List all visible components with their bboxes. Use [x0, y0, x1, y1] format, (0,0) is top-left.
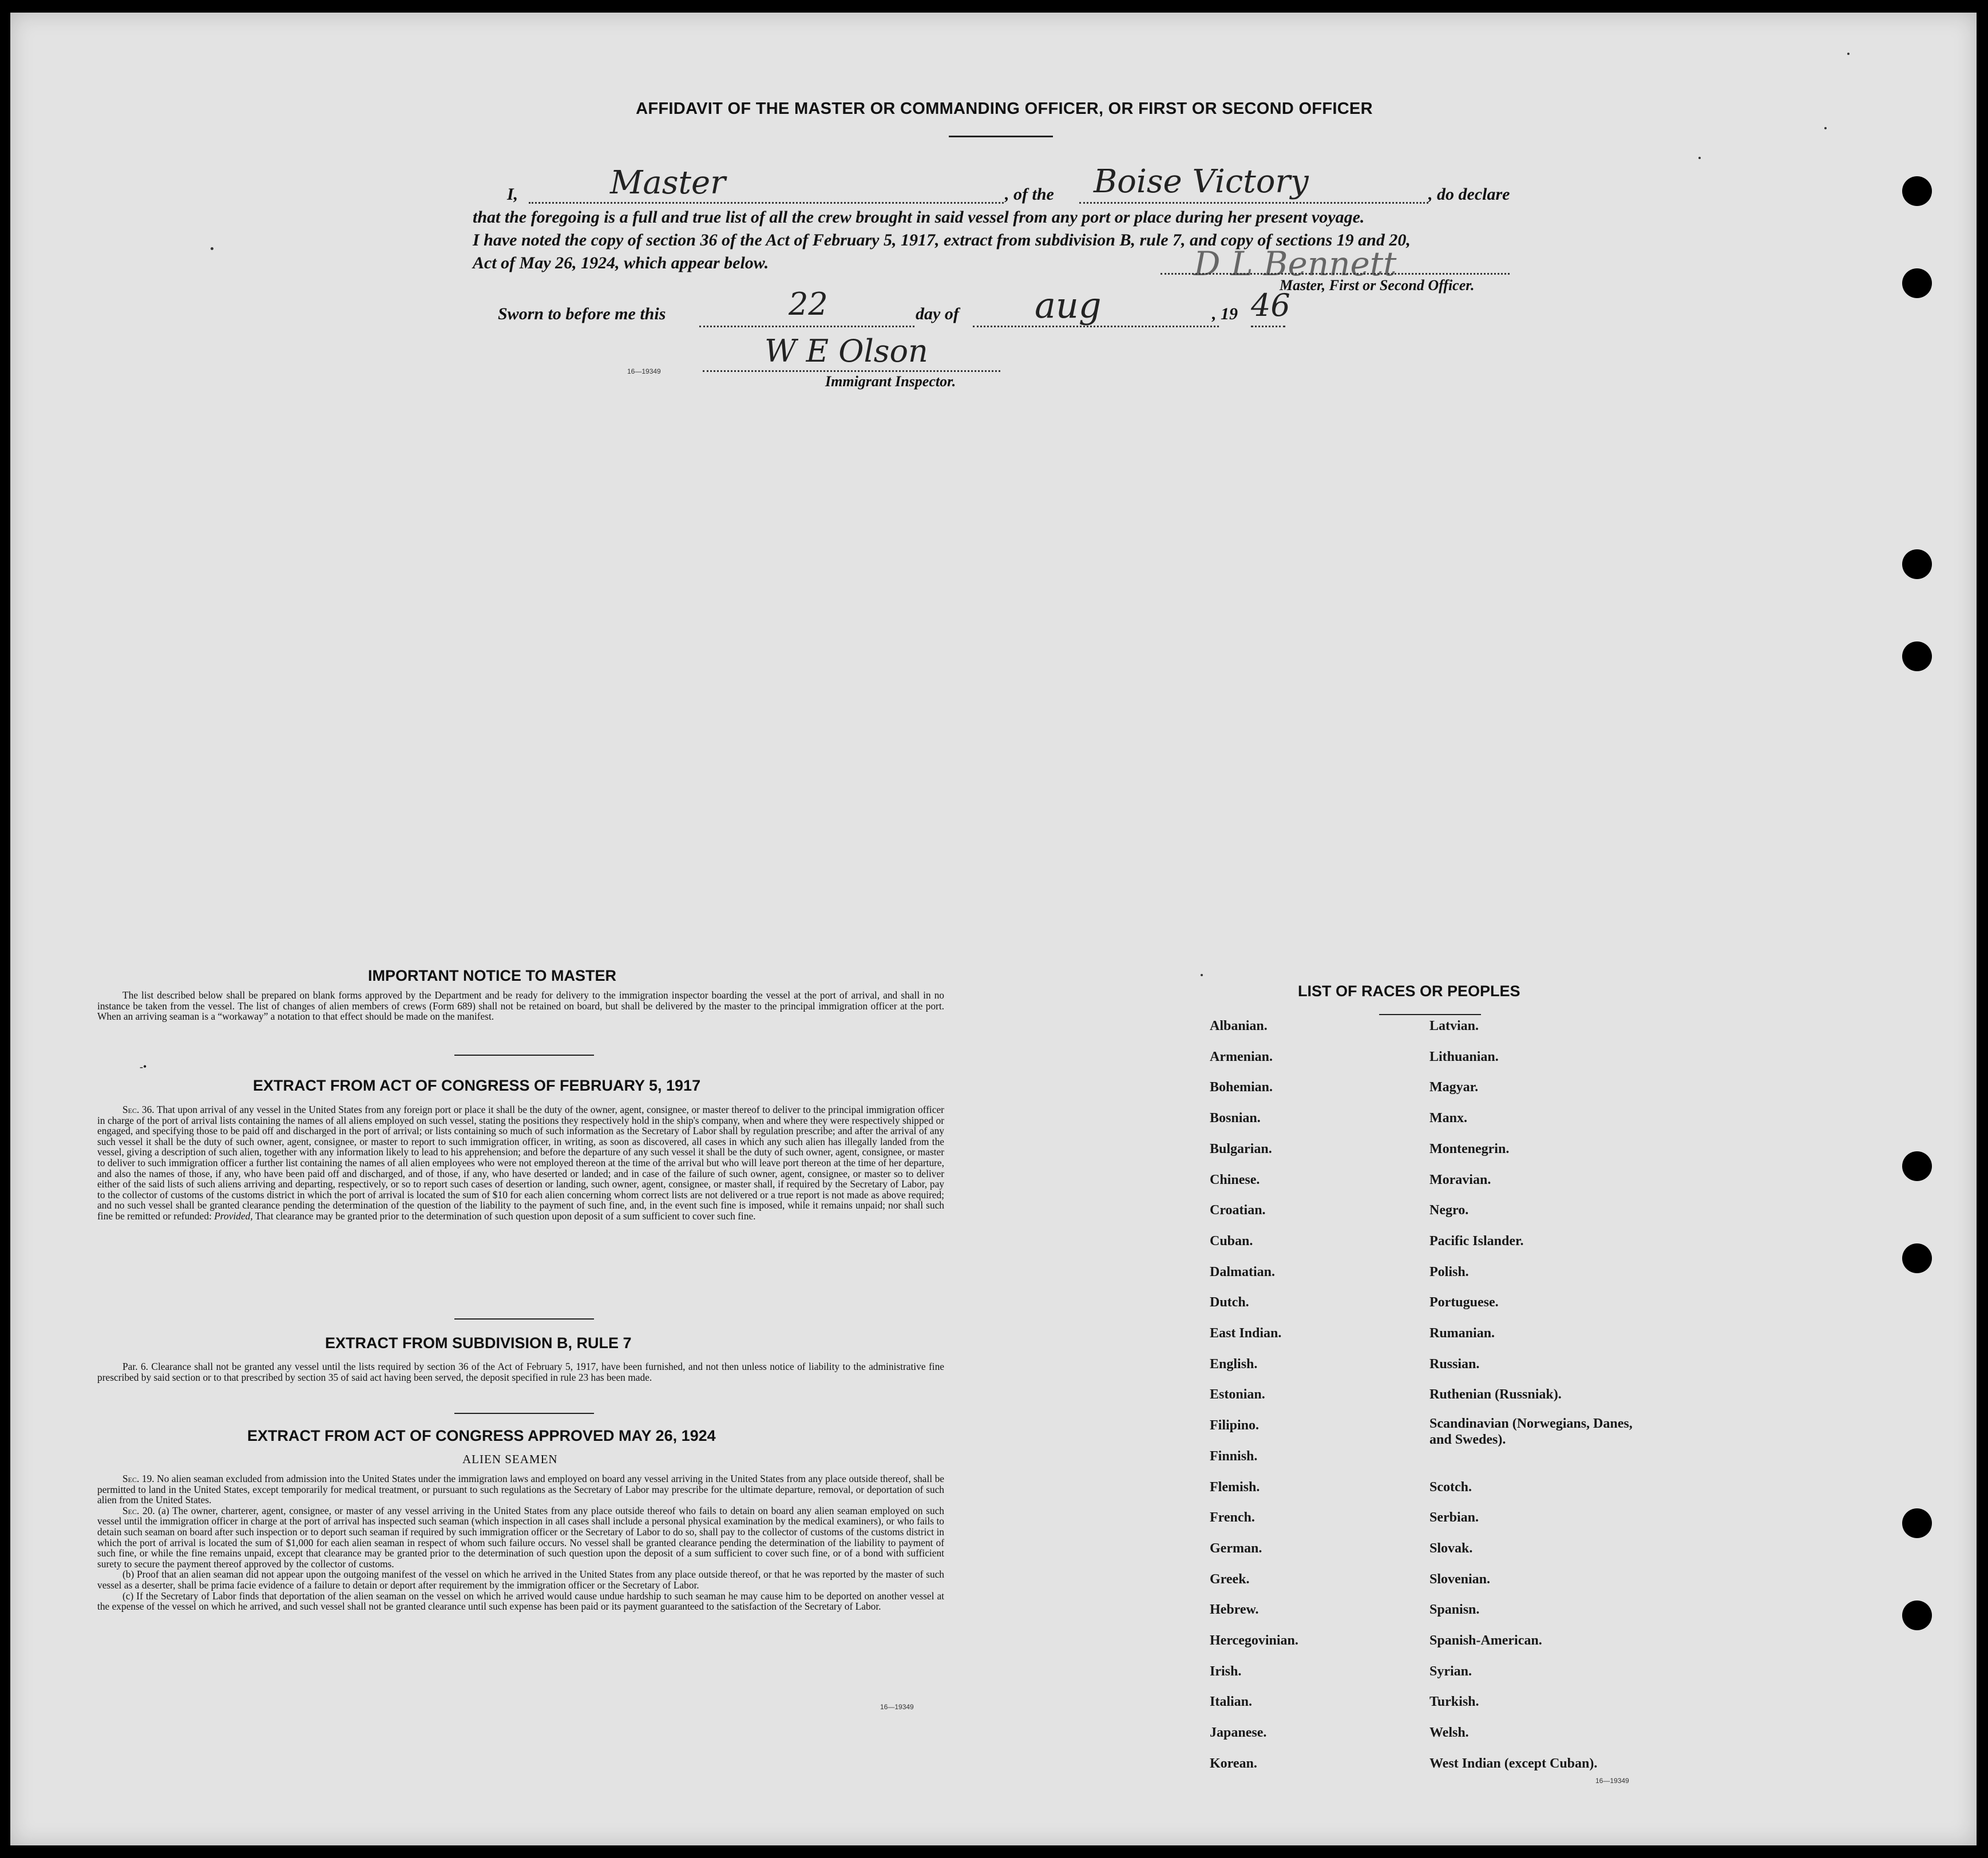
alien-seamen-subtitle: ALIEN SEAMEN — [462, 1452, 558, 1466]
sec-20-label: Sec. 20. — [122, 1504, 155, 1516]
vessel-handwriting: Boise Victory — [1094, 163, 1309, 200]
sec-20c-paragraph: (c) If the Secretary of Labor finds that deportation of the alien seaman on the vessel on which he arrived would cause undue hardship to such seaman he may cause him to be deported on another vessel at the expense of the vessel on which he arrived, and such vessel shall not be granted clearance until such expense has been paid or its payment guaranteed to the satisfaction of the Secretary of Labor. — [97, 1590, 944, 1613]
race-item: Hebrew. — [1210, 1602, 1259, 1618]
race-item: Bohemian. — [1210, 1080, 1273, 1095]
form-number-notice: 16—19349 — [880, 1703, 914, 1711]
race-item: Flemish. — [1210, 1479, 1260, 1495]
race-item: Pacific Islander. — [1429, 1233, 1524, 1249]
race-item: English. — [1210, 1356, 1258, 1372]
race-item: Dalmatian. — [1210, 1264, 1275, 1279]
sec-36-text-b: That clearance may be granted prior to the determination of such question upon deposit of a sum sufficient to cover such fine. — [255, 1210, 756, 1222]
races-title: LIST OF RACES OR PEOPLES — [1298, 983, 1520, 1000]
vessel-blank — [1079, 202, 1428, 204]
speck — [1201, 974, 1203, 976]
extract-1924-text — [97, 1473, 944, 1612]
race-item: Manx. — [1429, 1111, 1467, 1126]
master-handwriting: Master — [610, 164, 726, 201]
provided-word: Provided, — [214, 1210, 253, 1222]
sec-19-label: Sec. 19. — [122, 1473, 155, 1484]
binder-hole — [1902, 1151, 1932, 1181]
extract-1917-title: EXTRACT FROM ACT OF CONGRESS OF FEBRUARY 5, 1917 — [253, 1077, 701, 1094]
form-number-races: 16—19349 — [1595, 1777, 1629, 1785]
race-item: Spanisn. — [1429, 1602, 1480, 1618]
sworn-day-blank — [699, 326, 914, 327]
extract-1917-paragraph — [97, 1104, 944, 1222]
notice-title: IMPORTANT NOTICE TO MASTER — [368, 967, 616, 984]
race-item: Negro. — [1429, 1203, 1469, 1218]
race-item: Italian. — [1210, 1694, 1253, 1710]
race-item: Magyar. — [1429, 1080, 1479, 1095]
affidavit-line-4: Act of May 26, 1924, which appear below. — [473, 253, 769, 272]
race-item: Albanian. — [1210, 1019, 1268, 1033]
race-item: Japanese. — [1210, 1725, 1267, 1741]
speck — [1824, 127, 1827, 129]
race-item: Filipino. — [1210, 1418, 1260, 1433]
races-divider — [1379, 1014, 1481, 1015]
dash-mark: -• — [140, 1061, 147, 1072]
race-item: Chinese. — [1210, 1172, 1260, 1187]
inspector-signature: W E Olson — [765, 333, 928, 369]
race-item: Spanish-American. — [1429, 1633, 1542, 1648]
sworn-day-handwriting: 22 — [789, 286, 828, 322]
day-of-label: day of — [916, 304, 959, 323]
of-the-label: , of the — [1005, 185, 1054, 204]
document-page — [10, 13, 1977, 1845]
affidavit-line-3: I have noted the copy of section 36 of the Act of February 5, 1917, extract from subdivision B, rule 7, and copy of sections 19 and 20, — [473, 231, 1411, 249]
race-item: Korean. — [1210, 1756, 1257, 1771]
signature-line — [1161, 273, 1510, 275]
sec-19-text: No alien seaman excluded from admission into the United States under the immigration laws and employed on board any vessel arriving in the United States from any place outside thereof, shall be permitted to land in the United States, except temporarily for medical treatment, or pursuant to such regulations as the Secretary of Labor may prescribe for the ultimate departure, removal, or deportation of such alien from the United States. — [97, 1473, 944, 1506]
race-item: Turkish. — [1429, 1694, 1479, 1710]
binder-hole — [1902, 1243, 1932, 1273]
race-item: Montenegrin. — [1429, 1141, 1510, 1156]
race-item: Estonian. — [1210, 1387, 1265, 1403]
sec-20a-text: (a) The owner, charterer, agent, consignee, or master of any vessel arriving in the United States from any place outside thereof who fails to detain on board any alien seaman employed on such vessel until the immigration officer in charge at the port of arrival has inspected such seaman (which inspection in all cases shall include a personal physical examination by the medical examiners), or who fails to detain such seaman on board after such inspection or to deport such seaman if required by such immigration officer or the Secretary of Labor to do so, shall pay to the collector of customs of the customs district in which the port of arrival is located the sum of $1,000 for each alien seaman in respect of whom such failure occurs. No vessel shall be granted clearance pending the determination of the liability to payment of such fine, or while the fine remains unpaid, except that clearance may be granted prior to the determination of such question upon the deposit of a sum sufficient to cover such fine, or of a bond with sufficient surety to secure the payment thereof approved by the collector of customs. — [97, 1504, 944, 1570]
sec-20b-paragraph: (b) Proof that an alien seaman did not appear upon the outgoing manifest of the vessel on which he arrived in the United States from any place outside thereof, or that he was reported by the master of such vessel as a deserter, shall be prima facie evidence of a failure to detain or deport after requirement by the immigration officer or the Secretary of Labor. — [97, 1568, 944, 1591]
race-item: Scotch. — [1429, 1479, 1472, 1495]
race-item: Bosnian. — [1210, 1111, 1261, 1126]
speck — [1698, 157, 1701, 159]
race-item: Syrian. — [1429, 1663, 1472, 1679]
race-item: Slovak. — [1429, 1540, 1473, 1556]
year-blank — [1251, 326, 1285, 327]
race-item: Slovenian. — [1429, 1571, 1491, 1587]
form-number-top: 16—19349 — [627, 367, 661, 375]
affidavit-i: I, — [507, 185, 518, 204]
extract-1924-title: EXTRACT FROM ACT OF CONGRESS APPROVED MAY 26, 1924 — [247, 1427, 716, 1444]
officer-signature: D L Bennett — [1194, 244, 1397, 283]
race-item: Lithuanian. — [1429, 1049, 1499, 1064]
signature-label: Master, First or Second Officer. — [1280, 277, 1475, 294]
affidavit-title: AFFIDAVIT OF THE MASTER OR COMMANDING OFFICER, OR FIRST OR SECOND OFFICER — [636, 100, 1373, 118]
race-item: West Indian (except Cuban). — [1429, 1756, 1598, 1771]
race-item: Russian. — [1429, 1356, 1480, 1372]
extract-1917-text — [97, 1104, 944, 1222]
inspector-line — [703, 370, 1000, 372]
speck — [1847, 53, 1850, 55]
divider — [454, 1318, 594, 1320]
race-item: Croatian. — [1210, 1203, 1266, 1218]
race-item: Portuguese. — [1429, 1295, 1499, 1310]
binder-hole — [1902, 1601, 1932, 1630]
extract-rule7-text — [97, 1361, 944, 1382]
rule7-paragraph: Par. 6. Clearance shall not be granted any vessel until the lists required by section 36 of the Act of February 5, 1917, have been furnished, and not then unless notice of liability to the administrative fine prescribed by said section or to that prescribed by section 35 of said act having been served, the deposit specified in rule 23 has been made. — [97, 1361, 944, 1383]
race-item: Scandinavian (Norwegians, Danes, and Swedes). — [1429, 1416, 1633, 1448]
race-item: Dutch. — [1210, 1295, 1249, 1310]
race-item: Greek. — [1210, 1571, 1250, 1587]
race-item: Finnish. — [1210, 1448, 1258, 1464]
extract-rule7-title: EXTRACT FROM SUBDIVISION B, RULE 7 — [325, 1334, 632, 1352]
race-item: Ruthenian (Russniak). — [1429, 1387, 1562, 1403]
sec-36-label: Sec. 36. — [122, 1104, 155, 1115]
year-handwriting: 46 — [1251, 287, 1290, 323]
race-item: Hercegovinian. — [1210, 1633, 1298, 1648]
race-item: Polish. — [1429, 1264, 1469, 1279]
sec-19-paragraph — [97, 1473, 944, 1506]
year-prefix: , 19 — [1212, 304, 1238, 323]
title-divider — [949, 136, 1053, 137]
race-item: Armenian. — [1210, 1049, 1273, 1064]
notice-paragraph: The list described below shall be prepared on blank forms approved by the Department and be ready for delivery to the immigration inspector boarding the vessel at the port of arrival, and shall in no instance be taken from the vessel. The list of changes of alien members of crews (Form 689) shall not be retained on board, but shall be delivered by the master to the principal immigration officer at the port. When an arriving seaman is a “workaway” a notation to that effect should be made on the manifest. — [97, 989, 944, 1023]
do-declare-label: , do declare — [1428, 185, 1510, 204]
race-item: Bulgarian. — [1210, 1141, 1272, 1156]
speck — [211, 247, 213, 250]
race-item: Rumanian. — [1429, 1326, 1495, 1341]
divider — [454, 1055, 594, 1056]
sec-36-text-a: That upon arrival of any vessel in the United States from any foreign port or place it shall be the duty of the owner, agent, consignee, or master thereof to deliver to the principal immigration officer in charge of the port of arrival lists containing the names of all aliens employed on such vessel, stating the positions they respectively hold in the ship's company, when and where they were respectively shipped or engaged, and specifying those to be paid off and discharged in the port of arrival; or lists containing so much of such information as the Secretary of Labor shall by regulation prescribe; and after the arrival of any such vessel it shall be the duty of such owner, agent, consignee, or master to report to such immigration officer, in writing, as soon as discovered, all cases in which any such alien has illegally landed from the vessel, giving a description of such alien, together with any information likely to lead to his apprehension; and before the departure of any such vessel it shall be the duty of such owner, agent, consignee, or master to deliver to such immigration officer a further list containing the names of all alien employees who were not employed thereon at the time of the arrival but who will leave port thereon at the time of her departure, and also the names of those, if any, who have been paid off and discharged, and of those, if any, who have deserted or landed; and in case of the failure of such owner, agent, consignee, or master so to deliver either of the said lists of such aliens arriving and departing, respectively, or so to report such cases of desertion or landing, such owner, agent, consignee, or master shall, if required by the Secretary of Labor, pay to the collector of customs of the customs district in which the port of arrival is located the sum of $10 for each alien concerning whom correct lists are not delivered or a true report is not made as above required; and no such vessel shall be granted clearance pending the determination of the question of the liability to the payment of such fine, and, in the event such fine is imposed, while it remains unpaid; nor shall such fine be remitted or refunded: — [97, 1104, 944, 1222]
race-item: Welsh. — [1429, 1725, 1469, 1741]
race-item: Latvian. — [1429, 1019, 1479, 1033]
race-item: East Indian. — [1210, 1326, 1282, 1341]
divider — [454, 1413, 594, 1414]
name-blank — [529, 202, 1004, 204]
binder-hole — [1902, 1508, 1932, 1538]
inspector-label: Immigrant Inspector. — [825, 373, 956, 390]
affidavit-line-2: that the foregoing is a full and true list of all the crew brought in said vessel from any port or place during her present voyage. — [473, 208, 1365, 227]
race-item: Cuban. — [1210, 1233, 1253, 1249]
sec-20a-paragraph — [97, 1506, 944, 1570]
race-item: German. — [1210, 1540, 1262, 1556]
race-item: Moravian. — [1429, 1172, 1491, 1187]
binder-hole — [1902, 176, 1932, 206]
binder-hole — [1902, 549, 1932, 579]
notice-text — [97, 990, 944, 1022]
race-item: Serbian. — [1429, 1510, 1479, 1526]
binder-hole — [1902, 641, 1932, 671]
race-item: French. — [1210, 1510, 1255, 1526]
sworn-label: Sworn to before me this — [498, 304, 666, 323]
sworn-month-handwriting: aug — [1035, 284, 1102, 326]
binder-hole — [1902, 268, 1932, 298]
race-item: Irish. — [1210, 1663, 1242, 1679]
